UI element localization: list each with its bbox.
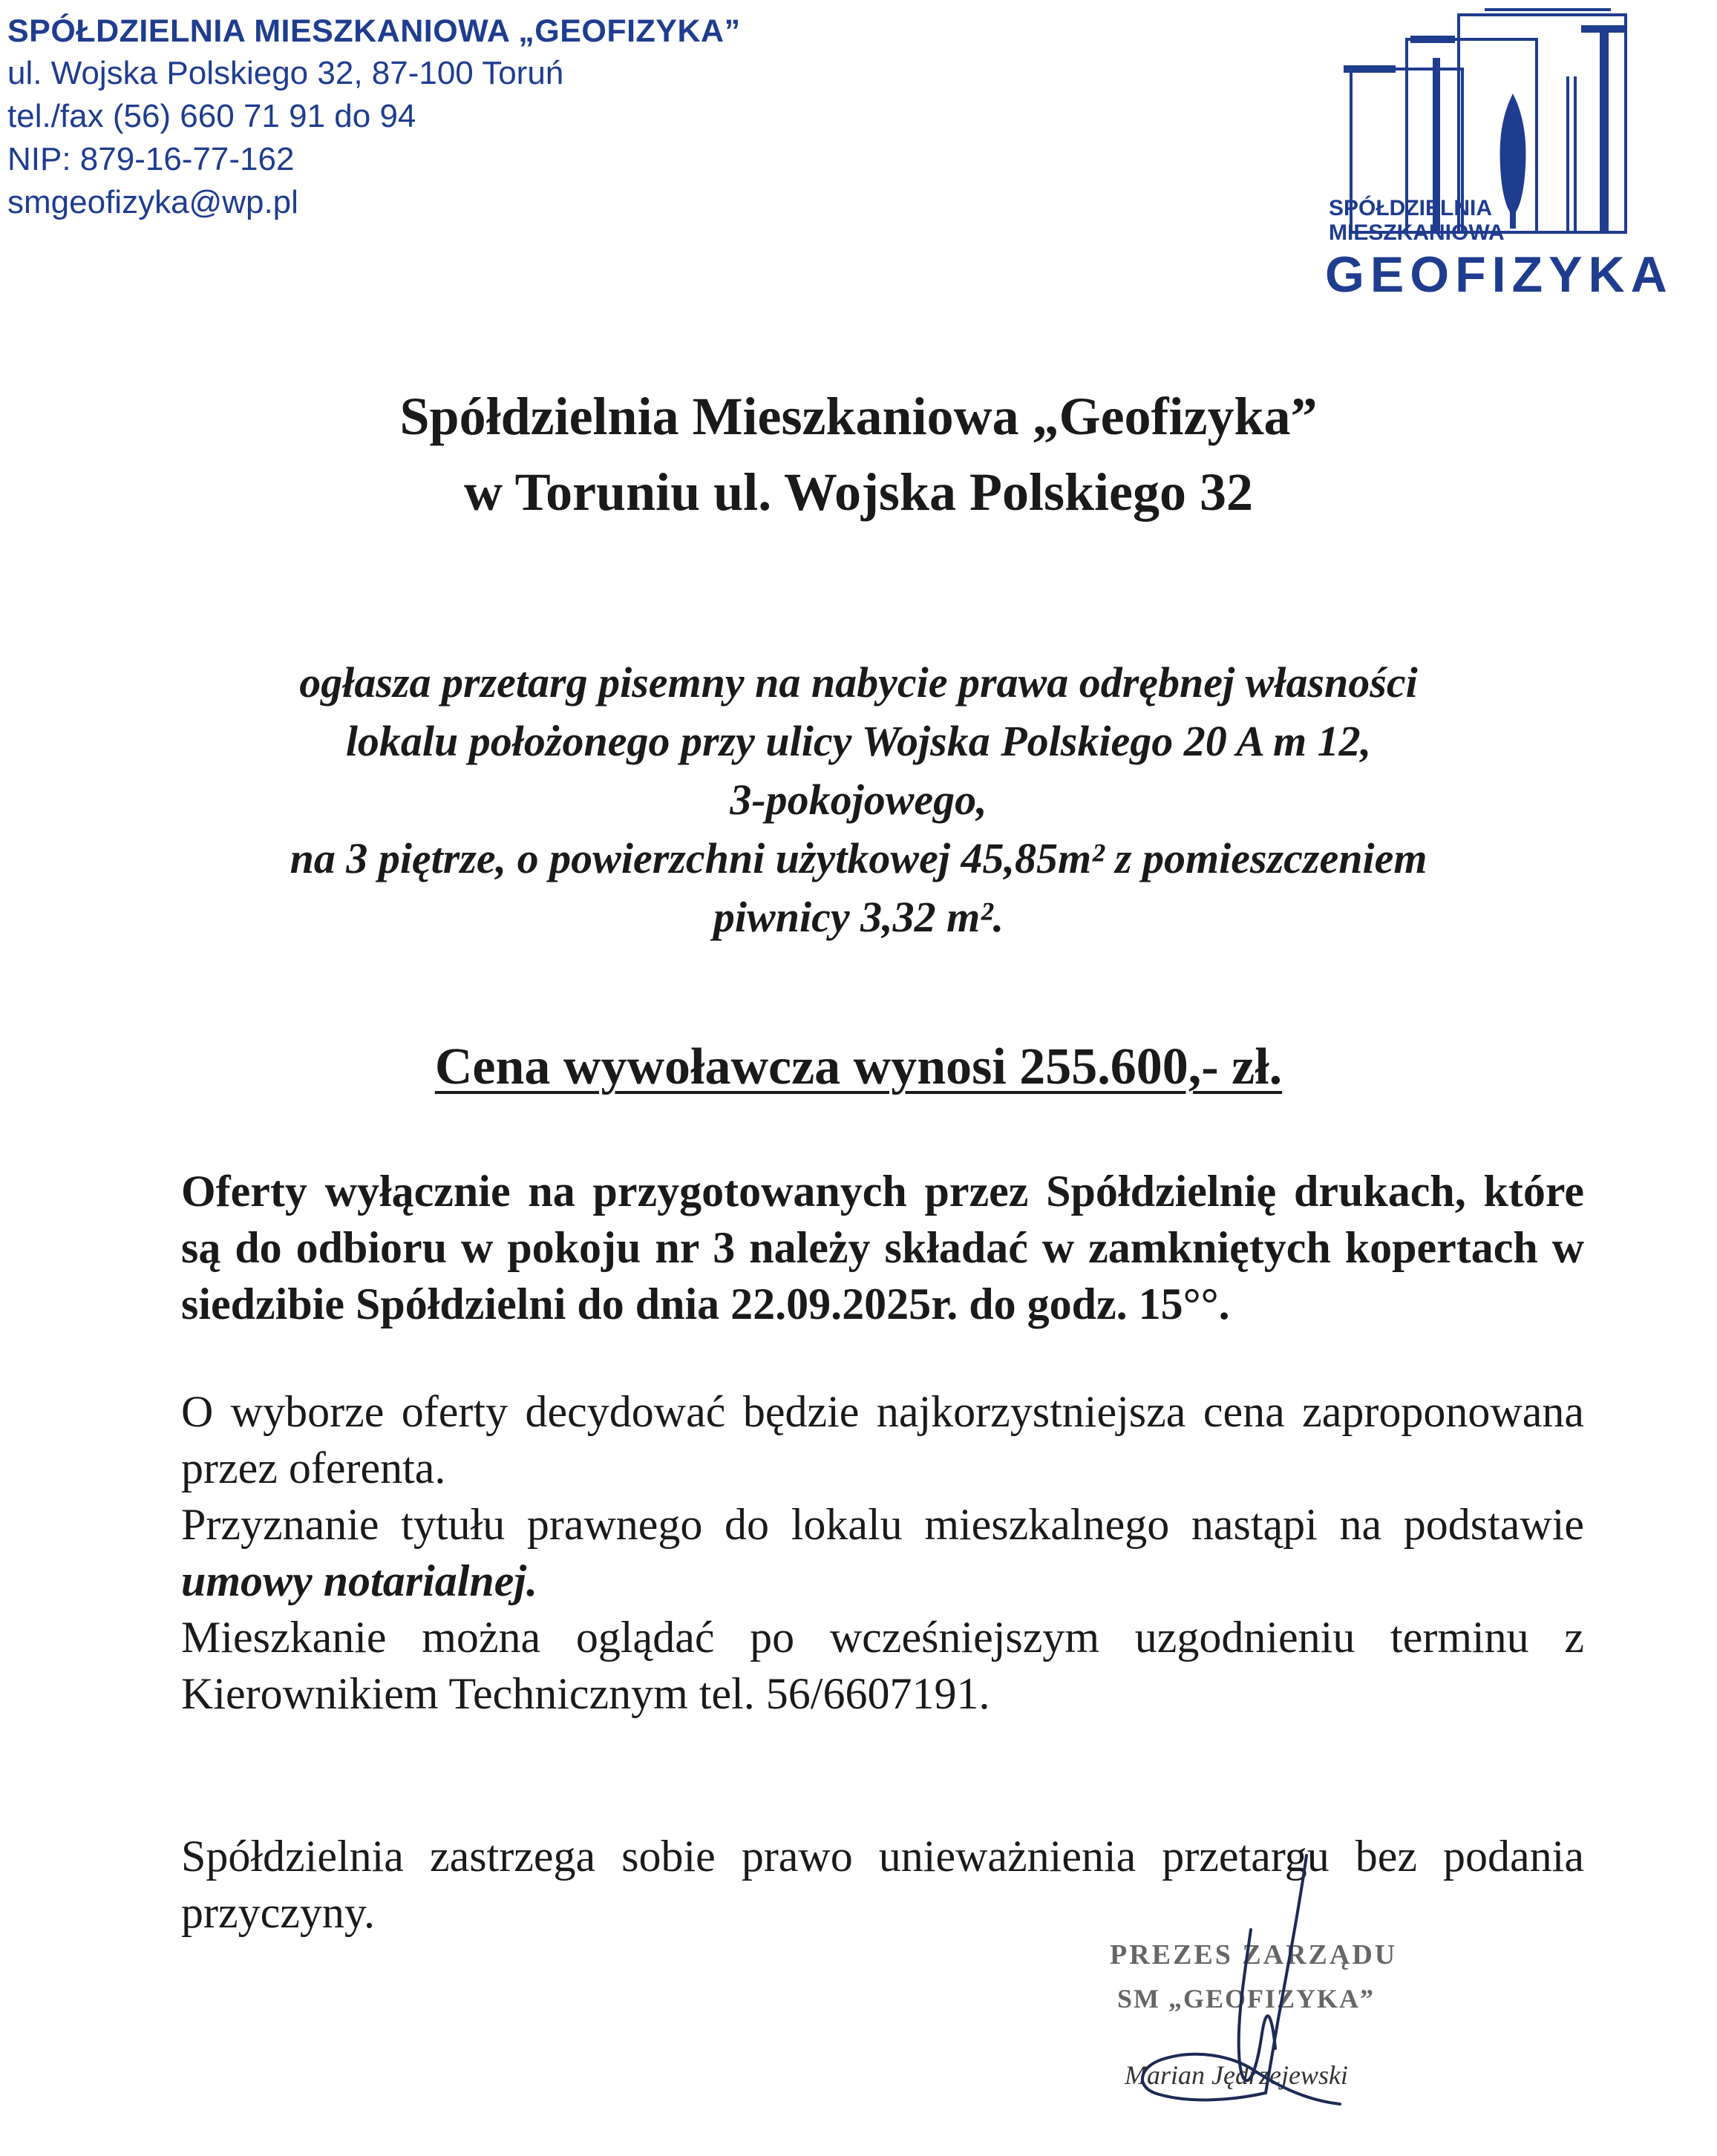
viewing-text: Mieszkanie można oglądać po wcześniejszym uzgodnieniu terminu z Kierownikiem Technicznym tel. 56/6607191. xyxy=(181,1613,1584,1718)
cooperative-nip: NIP: 879-16-77-162 xyxy=(7,141,295,177)
announcement xyxy=(0,653,1717,946)
handwritten-signature xyxy=(1084,1848,1433,2145)
starting-price xyxy=(0,1034,1717,1101)
title-line1: Spółdzielnia Mieszkaniowa „Geofizyka” xyxy=(399,387,1318,446)
announcement-line: ogłasza przetarg pisemny na nabycie prawa odrębnej własności xyxy=(299,658,1418,707)
cooperative-name: SPÓŁDZIELNIA MIESZKANIOWA „GEOFIZYKA” xyxy=(7,13,741,49)
announcement-line: piwnicy 3,32 m². xyxy=(713,893,1004,941)
cooperative-email: smgeofizyka@wp.pl xyxy=(7,184,298,220)
selection-text: O wyborze oferty decydować będzie najkorzystniejsza cena zaproponowana przez oferenta. xyxy=(181,1387,1584,1493)
cooperative-phone: tel./fax (56) 660 71 91 do 94 xyxy=(7,98,416,134)
logo-brand: GEOFIZYKA xyxy=(1325,246,1673,303)
stamp-signatory-name: Marian Jędrzejewski xyxy=(1125,2060,1348,2090)
reservation-text: Spółdzielnia zastrzega sobie prawo unieważnienia przetargu bez podania przyczyny. xyxy=(181,1832,1584,1937)
letterhead xyxy=(7,10,741,224)
title-transfer-paragraph xyxy=(181,1496,1584,1609)
title-line2: w Toruniu ul. Wojska Polskiego 32 xyxy=(463,462,1254,522)
offers-paragraph xyxy=(181,1163,1584,1332)
logo-line1: SPÓŁDZIELNIA xyxy=(1329,196,1493,220)
title-transfer-text: Przyznanie tytułu prawnego do lokalu mieszkalnego nastąpi na podstawie xyxy=(181,1500,1584,1549)
tree-icon xyxy=(1500,94,1526,215)
stamp-organization: SM „GEOFIZYKA” xyxy=(1117,1984,1376,2014)
stamp-title: PREZES ZARZĄDU xyxy=(1110,1939,1398,1970)
announcement-line: 3-pokojowego, xyxy=(730,776,987,824)
logo-line2: MIESZKANIOWA xyxy=(1329,220,1505,245)
geofizyka-logo xyxy=(1314,6,1715,303)
starting-price-text: Cena wywoławcza wynosi 255.600,- zł. xyxy=(434,1038,1283,1095)
terms-section xyxy=(181,1383,1584,1722)
document-title xyxy=(0,379,1717,530)
cooperative-address: ul. Wojska Polskiego 32, 87-100 Toruń xyxy=(7,55,564,91)
offers-text: Oferty wyłącznie na przygotowanych przez Spółdzielnię drukach, które są do odbioru w pokoju nr 3 należy składać w zamkniętych kopertach w siedzibie Spółdzielni do dnia 22.09.2025r. do godz. 15°°. xyxy=(181,1167,1584,1328)
announcement-line: lokalu położonego przy ulicy Wojska Polskiego 20 A m 12, xyxy=(345,717,1372,765)
announcement-line: na 3 piętrze, o powierzchni użytkowej 45,85m² z pomieszczeniem xyxy=(290,834,1427,882)
notarial-deed-emphasis: umowy notarialnej. xyxy=(181,1556,538,1605)
